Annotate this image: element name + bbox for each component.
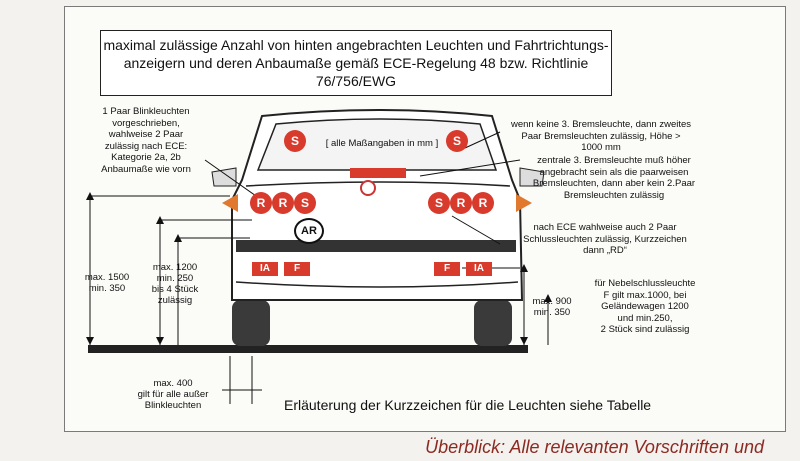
lamp-r-right-1: R [450, 192, 472, 214]
dim-outer: max. 1500 min. 350 [84, 272, 130, 294]
note-brems2: wenn keine 3. Bremsleuchte, dann zweites Paar Bremsleuchten zulässig, Höhe > 1000 mm [510, 119, 692, 153]
lamp-r-right-2: R [472, 192, 494, 214]
footer-text: Erläuterung der Kurzzeichen für die Leuchten siehe Tabelle [284, 397, 652, 413]
lamp-r-left-1: R [250, 192, 272, 214]
lamp-f-right: F [434, 262, 460, 276]
note-brems3: zentrale 3. Bremsleuchte muß höher angebracht sein als die paarweisen Bremsleuchten, dann aber kein 2.Paar Bremsleuchten zulässig [532, 155, 696, 201]
lamp-ia-right: IA [466, 262, 492, 276]
lamp-s-right: S [446, 130, 468, 152]
lamp-r-left-2: R [272, 192, 294, 214]
title-line-1: maximal zulässige Anzahl von hinten angebrachten Leuchten und Fahrtrichtungs- [103, 37, 609, 53]
lamp-s-right-low: S [428, 192, 450, 214]
dim-inner: max. 1200 min. 250 bis 4 Stück zulässig [151, 262, 199, 306]
dim-right: max. 900 min. 350 [532, 296, 572, 318]
lamp-s-left-low: S [294, 192, 316, 214]
note-measure: [ alle Maßangaben in mm ] [325, 138, 439, 149]
note-schluss: nach ECE wahlweise auch 2 Paar Schlussleuchten zulässig, Kurzzeichen dann „RD“ [523, 222, 687, 256]
lamp-s-left: S [284, 130, 306, 152]
note-blink: 1 Paar Blinkleuchten vorgeschrieben, wahlweise 2 Paar zulässig nach ECE: Kategorie 2a, 2b Anbaumaße wie vorn [101, 106, 191, 175]
caption: Überblick: Alle relevanten Vorschriften und [425, 437, 764, 457]
note-nebel: für Nebelschlussleuchte F gilt max.1000, bei Geländewagen 1200 und min.250, 2 Stück sind zulässig [594, 278, 696, 335]
lamp-ar: AR [294, 218, 324, 244]
title-line-3: 76/756/EWG [315, 73, 397, 89]
title-line-2: anzeigern und deren Anbaumaße gemäß ECE-Regelung 48 bzw. Richtlinie [123, 55, 589, 71]
dim-bottom: max. 400 gilt für alle außer Blinkleuchten [137, 378, 209, 411]
title-box [100, 30, 612, 96]
lamp-f-left: F [284, 262, 310, 276]
lamp-ia-left: IA [252, 262, 278, 276]
